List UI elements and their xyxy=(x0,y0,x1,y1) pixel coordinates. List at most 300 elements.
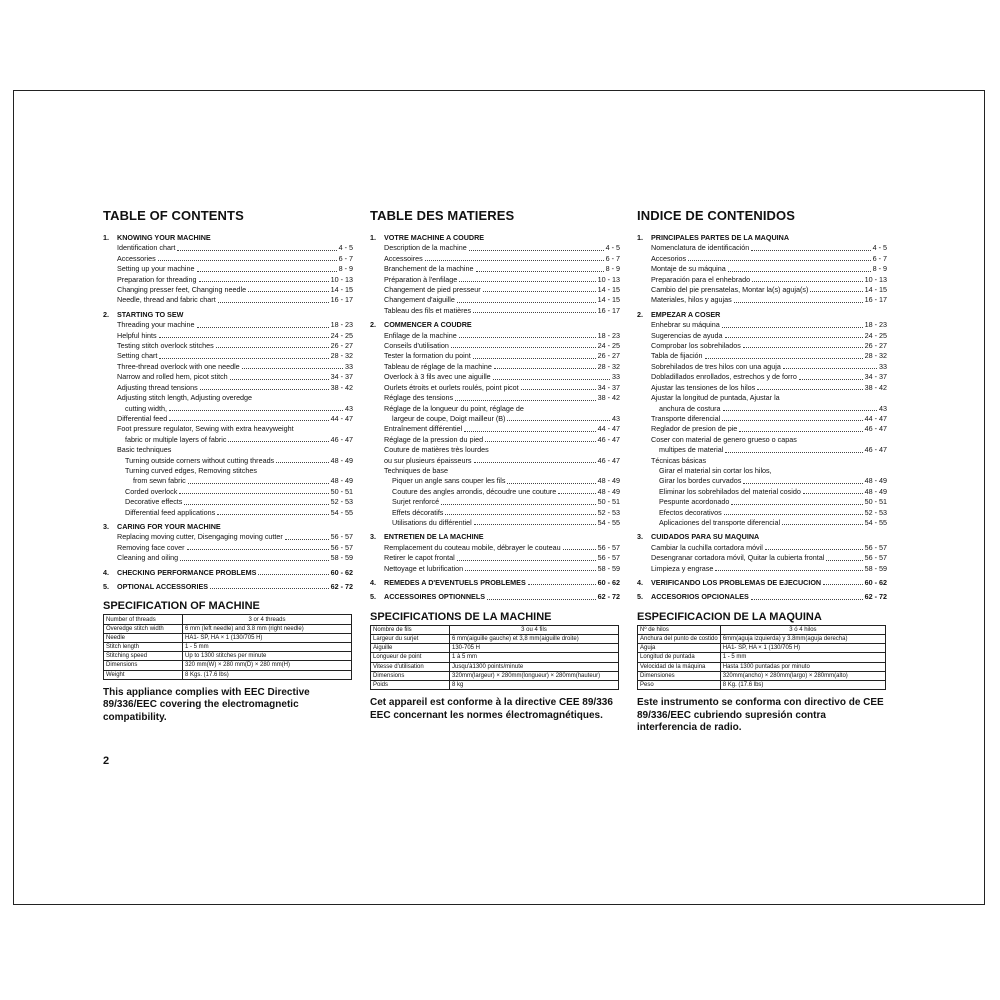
toc-entry xyxy=(103,532,353,542)
entry-page: 14 - 15 xyxy=(597,295,620,305)
entry-label: Couture de matières très lourdes xyxy=(384,445,489,455)
toc-entry xyxy=(637,341,887,351)
entry-label: Tabla de fijación xyxy=(651,351,703,361)
toc-entry xyxy=(370,341,620,351)
toc-entry xyxy=(370,543,620,553)
section-title-text: VERIFICANDO LOS PROBLEMAS DE EJECUCION xyxy=(651,578,822,587)
dot-leader xyxy=(715,564,862,571)
entry-label: from sewn fabric xyxy=(133,476,186,486)
entry-label: Tableau des fils et matières xyxy=(384,305,472,315)
dot-leader xyxy=(169,404,343,411)
entry-label: Threading your machine xyxy=(117,320,195,330)
spec-row xyxy=(371,625,619,634)
dot-leader xyxy=(464,424,595,431)
entry-label: ou sur plusieurs épaisseurs xyxy=(384,455,472,465)
spec-table xyxy=(637,625,886,690)
toc-entry xyxy=(637,254,887,264)
entry-label: Surjet renforcé xyxy=(392,497,440,507)
section-page: 60 - 62 xyxy=(330,567,353,577)
spec-row xyxy=(638,671,886,680)
toc-section xyxy=(370,532,620,574)
entry-page: 18 - 23 xyxy=(330,320,353,330)
entry-label: Réglage des tensions xyxy=(384,393,454,403)
toc-entry xyxy=(370,295,620,305)
spec-key: Poids xyxy=(371,680,450,689)
toc-entry xyxy=(370,466,620,476)
toc-entry xyxy=(370,331,620,341)
spec-value: 1 - 5 mm xyxy=(183,642,352,651)
toc-entry xyxy=(637,243,887,253)
entry-page: 56 - 57 xyxy=(864,542,887,552)
spec-value: 8 kg xyxy=(450,680,619,689)
spec-row xyxy=(371,671,619,680)
spec-row xyxy=(371,653,619,662)
entry-page: 48 - 49 xyxy=(330,455,353,465)
entry-label: Accessoires xyxy=(384,253,423,263)
spec-row xyxy=(638,625,886,634)
dot-leader xyxy=(731,497,862,504)
toc-section-heading xyxy=(103,582,353,592)
toc-entry xyxy=(637,331,887,341)
dot-leader xyxy=(507,476,595,483)
entry-label: Montaje de su máquina xyxy=(651,264,726,274)
toc-title: TABLE OF CONTENTS xyxy=(103,208,244,223)
entry-page: 14 - 15 xyxy=(330,285,353,295)
entry-page: 56 - 57 xyxy=(330,542,353,552)
compliance-note: Cet appareil est conforme à la directive CEE 89/336 EEC concernant les normes électromagnétiques. xyxy=(370,697,613,721)
toc-section xyxy=(637,310,887,529)
dot-leader xyxy=(782,518,863,525)
toc-entry xyxy=(103,372,353,382)
spec-key: Dimensions xyxy=(371,671,450,680)
spec-row xyxy=(104,615,352,624)
entry-page: 46 - 47 xyxy=(864,424,887,434)
dot-leader xyxy=(507,414,610,421)
toc-entry xyxy=(637,404,887,414)
spec-value: HA1- SP, HA × 1 (130/705 H) xyxy=(720,644,885,653)
entry-page: 33 xyxy=(879,361,887,371)
toc-entry xyxy=(637,435,887,445)
entry-page: 26 - 27 xyxy=(864,341,887,351)
entry-label: Turning curved edges, Removing stitches xyxy=(125,465,257,475)
entry-label: Description de la machine xyxy=(384,243,467,253)
toc-entry xyxy=(637,351,887,361)
spec-key: Longueur de point xyxy=(371,653,450,662)
dot-leader xyxy=(199,275,329,282)
dot-leader xyxy=(743,341,863,348)
spec-row xyxy=(371,662,619,671)
dot-leader xyxy=(216,341,329,348)
entry-page: 52 - 53 xyxy=(597,507,620,517)
entry-page: 56 - 57 xyxy=(330,532,353,542)
dot-leader xyxy=(425,254,604,261)
section-page: 60 - 62 xyxy=(864,578,887,587)
toc-entry xyxy=(370,487,620,497)
entry-label: Réglage de la pression du pied xyxy=(384,434,484,444)
entry-page: 48 - 49 xyxy=(864,486,887,496)
toc-entry xyxy=(637,320,887,330)
section-title-text: CARING FOR YOUR MACHINE xyxy=(117,521,221,531)
section-page: 62 - 72 xyxy=(597,592,620,602)
entry-label: Reglador de presion de pie xyxy=(651,424,738,434)
toc-entry xyxy=(103,243,353,253)
entry-page: 58 - 59 xyxy=(330,553,353,563)
entry-label: Setting chart xyxy=(117,351,158,361)
section-number: 3. xyxy=(103,521,109,531)
dot-leader xyxy=(494,362,596,369)
dot-leader xyxy=(159,351,328,358)
spec-row xyxy=(104,661,352,670)
entry-page: 18 - 23 xyxy=(597,330,620,340)
entry-label: largeur de coupe, Doigt mailleur (B) xyxy=(392,413,506,423)
dot-leader xyxy=(451,341,596,348)
toc-entry xyxy=(637,518,887,528)
entry-label: Changement de pied presseur xyxy=(384,285,481,295)
toc-entry xyxy=(637,553,887,563)
entry-page: 4 - 5 xyxy=(872,243,887,253)
dot-leader xyxy=(188,476,329,483)
dot-leader xyxy=(728,264,871,271)
entry-label: Eliminar los sobrehilados del material cosido xyxy=(659,486,801,496)
toc-section-heading xyxy=(103,310,353,320)
section-number: 4. xyxy=(103,567,109,577)
spec-row xyxy=(104,642,352,651)
entry-page: 18 - 23 xyxy=(864,320,887,330)
entry-label: Adjusting thread tensions xyxy=(117,382,198,392)
compliance-note: Este instrumento se conforma con directivo de CEE 89/336/EEC cubriendo supresión contra interferencia de radio. xyxy=(637,697,884,734)
entry-label: Identification chart xyxy=(117,243,176,253)
toc-section xyxy=(370,233,620,316)
toc-entry xyxy=(637,275,887,285)
entry-page: 26 - 27 xyxy=(330,341,353,351)
entry-label: Efectos decorativos xyxy=(659,507,722,517)
toc-entry xyxy=(370,254,620,264)
toc-entry xyxy=(637,264,887,274)
toc-entry xyxy=(103,476,353,486)
entry-page: 14 - 15 xyxy=(597,285,620,295)
entry-label: Setting up your machine xyxy=(117,264,195,274)
toc-entry xyxy=(103,508,353,518)
dot-leader xyxy=(473,306,596,313)
section-title xyxy=(370,592,485,602)
section-page: 60 - 62 xyxy=(597,578,620,587)
entry-label: Cambiar la cuchilla cortadora móvil xyxy=(651,542,763,552)
entry-label: Overlock à 3 fils avec une aiguille xyxy=(384,372,491,382)
dot-leader xyxy=(765,543,863,550)
toc-entry xyxy=(637,372,887,382)
toc-entry xyxy=(103,497,353,507)
entry-page: 52 - 53 xyxy=(864,507,887,517)
entry-page: 16 - 17 xyxy=(330,295,353,305)
entry-page: 56 - 57 xyxy=(864,553,887,563)
toc-entry xyxy=(103,275,353,285)
entry-label: Sobrehilados de tres hilos con una aguja xyxy=(651,361,781,371)
spec-key: Anchura del punto de costido xyxy=(638,635,721,644)
dot-leader xyxy=(177,243,336,250)
dot-leader xyxy=(248,285,329,292)
dot-leader xyxy=(455,393,595,400)
spec-value: Jusqu'à1300 points/minute xyxy=(450,662,619,671)
entry-label: Corded overlock xyxy=(125,486,178,496)
toc-entry xyxy=(103,487,353,497)
toc-column-english xyxy=(103,208,353,724)
entry-label: Comprobar los sobrehilados xyxy=(651,341,741,351)
entry-label: Préparation à l'enfilage xyxy=(384,274,458,284)
entry-page: 4 - 5 xyxy=(605,243,620,253)
dot-leader xyxy=(218,295,329,302)
dot-leader xyxy=(242,362,343,369)
entry-page: 14 - 15 xyxy=(864,285,887,295)
dot-leader xyxy=(179,487,328,494)
section-number: 4. xyxy=(637,578,643,587)
toc-entry xyxy=(370,508,620,518)
entry-page: 10 - 13 xyxy=(330,274,353,284)
dot-leader xyxy=(459,275,595,282)
section-title xyxy=(370,578,526,588)
toc-section-heading xyxy=(103,568,353,578)
entry-page: 38 - 42 xyxy=(330,382,353,392)
toc-section xyxy=(637,532,887,574)
entry-label: Accessories xyxy=(117,253,156,263)
entry-page: 24 - 25 xyxy=(330,330,353,340)
dot-leader xyxy=(457,295,596,302)
page-number: 2 xyxy=(103,755,110,767)
section-title-text: CUIDADOS PARA SU MAQUINA xyxy=(651,532,760,542)
entry-label: Differential feed xyxy=(117,413,168,423)
toc-entry xyxy=(637,285,887,295)
dot-leader xyxy=(493,372,610,379)
spec-value: 1 à 5 mm xyxy=(450,653,619,662)
spec-key: Nombre de fils xyxy=(371,625,450,634)
spec-value: 6 mm (left needle) and 3.8 mm (right needle) xyxy=(183,624,352,633)
dot-leader xyxy=(528,578,596,585)
entry-page: 52 - 53 xyxy=(330,497,353,507)
entry-page: 26 - 27 xyxy=(597,351,620,361)
entry-page: 54 - 55 xyxy=(597,517,620,527)
entry-page: 33 xyxy=(345,361,353,371)
entry-label: Coser con material de genero grueso o capas xyxy=(651,434,797,444)
toc-entry xyxy=(103,543,353,553)
entry-label: Girar los bordes curvados xyxy=(659,476,742,486)
spec-key: Largeur du surjet xyxy=(371,635,450,644)
toc-section xyxy=(637,578,887,588)
section-title-text: COMMENCER A COUDRE xyxy=(384,320,472,330)
toc-entry xyxy=(637,445,887,455)
entry-label: Basic techniques xyxy=(117,445,172,455)
toc-section-heading xyxy=(103,522,353,532)
spec-key: Stitch length xyxy=(104,642,183,651)
dot-leader xyxy=(210,582,329,589)
dot-leader xyxy=(521,383,596,390)
toc-section-heading xyxy=(370,320,620,330)
spec-row xyxy=(371,635,619,644)
section-number: 4. xyxy=(370,578,376,587)
section-title-text: REMEDES A D'EVENTUELS PROBLEMES xyxy=(384,578,526,587)
toc-entry xyxy=(370,362,620,372)
toc-entry xyxy=(103,331,353,341)
spec-table xyxy=(370,625,619,690)
entry-label: Ourlets étroits et ourlets roulés, point picot xyxy=(384,382,519,392)
entry-page: 10 - 13 xyxy=(864,274,887,284)
toc-entry xyxy=(637,487,887,497)
toc-section-heading xyxy=(370,592,620,602)
toc-entry xyxy=(370,497,620,507)
spec-value: 320mm(largeur) × 280mm(longueur) × 280mm(hauteur) xyxy=(450,671,619,680)
dot-leader xyxy=(722,414,862,421)
toc-section-heading xyxy=(370,532,620,542)
dot-leader xyxy=(217,508,328,515)
spec-value: 130-705 H xyxy=(450,644,619,653)
toc-entry xyxy=(103,424,353,434)
section-title-text: ENTRETIEN DE LA MACHINE xyxy=(384,532,484,542)
entry-label: Conseils d'utilisation xyxy=(384,341,449,351)
entry-page: 43 xyxy=(345,403,353,413)
section-title-text: ACCESORIOS OPCIONALES xyxy=(651,592,749,602)
toc-entry xyxy=(637,424,887,434)
entry-page: 56 - 57 xyxy=(597,542,620,552)
dot-leader xyxy=(783,362,877,369)
spec-value: Up to 1300 stitches per minute xyxy=(183,652,352,661)
entry-label: Narrow and rolled hem, picot stitch xyxy=(117,372,228,382)
spec-value: 1 - 5 mm xyxy=(720,653,885,662)
dot-leader xyxy=(258,568,328,575)
entry-page: 50 - 51 xyxy=(864,497,887,507)
entry-label: fabric or multiple layers of fabric xyxy=(125,434,227,444)
toc-entry xyxy=(103,320,353,330)
dot-leader xyxy=(739,424,862,431)
toc-section xyxy=(103,233,353,306)
toc-entry xyxy=(370,383,620,393)
spec-key: Needle xyxy=(104,633,183,642)
toc-entry xyxy=(637,383,887,393)
spec-key: Dimensions xyxy=(104,661,183,670)
entry-page: 46 - 47 xyxy=(597,455,620,465)
toc-entry xyxy=(103,285,353,295)
toc-section-heading xyxy=(637,578,887,588)
spec-value: 320mm(ancho) × 280mm(largo) × 280mm(alto) xyxy=(720,671,885,680)
dot-leader xyxy=(752,275,863,282)
dot-leader xyxy=(469,243,604,250)
section-number: 1. xyxy=(637,233,643,242)
entry-label: Tester la formation du point xyxy=(384,351,471,361)
entry-label: Piquer un angle sans couper les fils xyxy=(392,476,506,486)
section-number: 2. xyxy=(637,309,643,319)
toc-entry xyxy=(370,435,620,445)
dot-leader xyxy=(705,351,863,358)
entry-label: Desengranar cortadora móvil, Quitar la cubierta frontal xyxy=(651,553,825,563)
toc-entry xyxy=(103,445,353,455)
spec-table xyxy=(103,614,352,679)
entry-label: Ajustar la longitud de puntada, Ajustar la xyxy=(651,393,780,403)
entry-label: Materiales, hilos y agujas xyxy=(651,295,732,305)
section-page: 62 - 72 xyxy=(330,582,353,591)
toc-title: TABLE DES MATIERES xyxy=(370,208,515,223)
entry-page: 58 - 59 xyxy=(597,563,620,573)
toc-section xyxy=(637,592,887,602)
dot-leader xyxy=(723,404,877,411)
section-number: 2. xyxy=(103,309,109,319)
section-number: 5. xyxy=(637,592,643,602)
dot-leader xyxy=(803,487,863,494)
spec-row xyxy=(104,652,352,661)
toc-entry xyxy=(370,285,620,295)
entry-page: 50 - 51 xyxy=(330,486,353,496)
entry-label: Decorative effects xyxy=(125,497,183,507)
dot-leader xyxy=(228,435,328,442)
dot-leader xyxy=(457,553,596,560)
section-title-text: PRINCIPALES PARTES DE LA MAQUINA xyxy=(651,233,790,242)
entry-page: 58 - 59 xyxy=(864,563,887,573)
toc-section-heading xyxy=(637,532,887,542)
entry-label: Transporte diferencial xyxy=(651,413,721,423)
entry-page: 16 - 17 xyxy=(864,295,887,305)
dot-leader xyxy=(276,456,328,463)
entry-label: Sugerencias de ayuda xyxy=(651,330,723,340)
dot-leader xyxy=(230,372,329,379)
entry-page: 33 xyxy=(612,372,620,382)
toc-entry xyxy=(103,295,353,305)
section-title-text: STARTING TO SEW xyxy=(117,309,184,319)
section-number: 1. xyxy=(370,233,376,242)
section-number: 3. xyxy=(637,532,643,542)
section-title xyxy=(637,578,821,588)
entry-label: Técnicas básicas xyxy=(651,455,707,465)
entry-page: 28 - 32 xyxy=(330,351,353,361)
toc-column-french xyxy=(370,208,620,722)
toc-entry xyxy=(103,466,353,476)
toc-section xyxy=(103,582,353,592)
entry-label: Couture des angles arrondis, découdre une couture xyxy=(392,486,557,496)
spec-value: Hasta 1300 puntadas por minuto xyxy=(720,662,885,671)
entry-label: Remplacement du couteau mobile, débrayer le couteau xyxy=(384,542,561,552)
dot-leader xyxy=(799,372,863,379)
dot-leader xyxy=(200,383,329,390)
spec-key: Aguja xyxy=(638,644,721,653)
entry-label: Changement d'aiguille xyxy=(384,295,455,305)
dot-leader xyxy=(751,592,863,599)
entry-label: Techniques de base xyxy=(384,465,448,475)
dot-leader xyxy=(169,414,328,421)
toc-entry xyxy=(637,393,887,403)
toc-entry xyxy=(637,497,887,507)
spec-row xyxy=(371,680,619,689)
spec-row xyxy=(638,662,886,671)
spec-value: 6 mm(aiguille gauche) et 3,8 mm(aiguille droite) xyxy=(450,635,619,644)
entry-label: Dobladillados enrollados, estrechos y de forro xyxy=(651,372,797,382)
toc-section xyxy=(370,578,620,588)
spec-row xyxy=(638,680,886,689)
dot-leader xyxy=(445,508,595,515)
toc-title: INDICE DE CONTENIDOS xyxy=(637,208,796,223)
entry-label: Utilisations du différentiel xyxy=(392,517,472,527)
toc-entry xyxy=(370,553,620,563)
entry-label: anchura de costura xyxy=(659,403,721,413)
toc-entry xyxy=(637,564,887,574)
toc-entry xyxy=(370,414,620,424)
toc-section-heading xyxy=(637,592,887,602)
entry-page: 54 - 55 xyxy=(330,507,353,517)
spec-value: 3 ó 4 hilos xyxy=(720,625,885,634)
toc-entry xyxy=(370,306,620,316)
section-number: 3. xyxy=(370,532,376,542)
entry-label: Aplicaciones del transporte diferencial xyxy=(659,517,781,527)
spec-row xyxy=(104,670,352,679)
toc-entry xyxy=(370,393,620,403)
entry-page: 10 - 13 xyxy=(597,274,620,284)
dot-leader xyxy=(563,543,596,550)
dot-leader xyxy=(725,331,863,338)
toc-entry xyxy=(103,254,353,264)
